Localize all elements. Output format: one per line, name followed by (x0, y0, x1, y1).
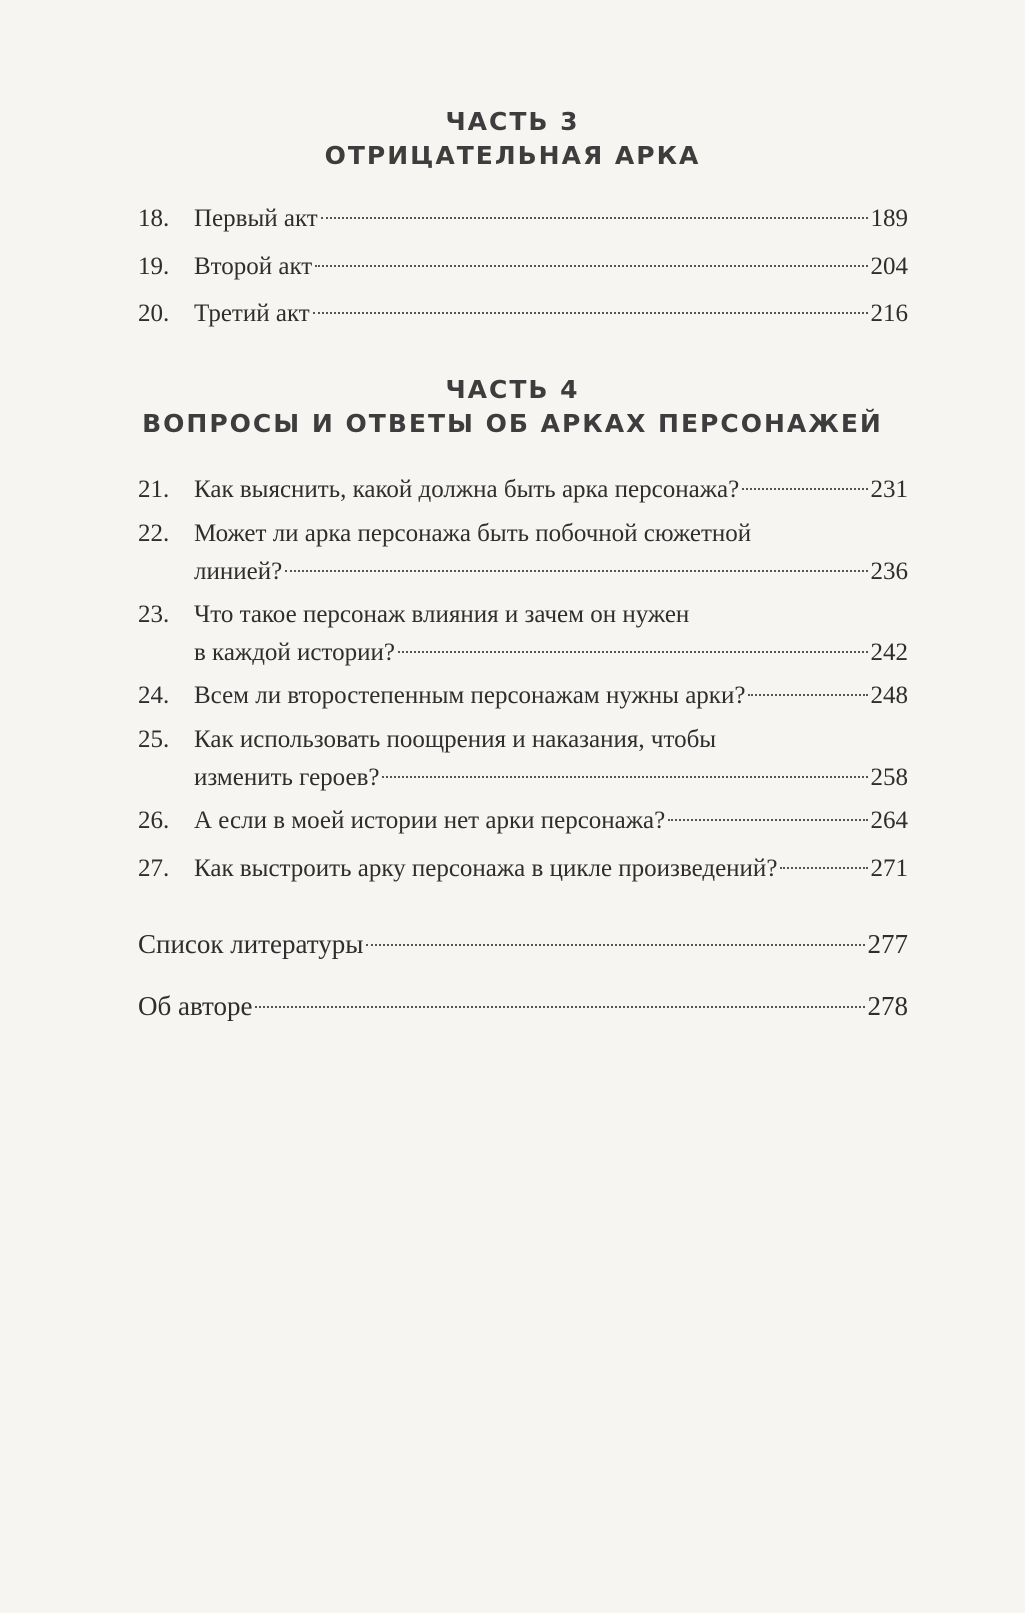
entry-title: Третий акт (194, 300, 310, 327)
entry-title: Что такое персонаж влияния и зачем он нужен (194, 601, 690, 628)
entry-title: Первый акт (194, 205, 318, 232)
dot-leader (321, 217, 868, 219)
toc-entry[interactable] (138, 295, 908, 333)
dot-leader (668, 819, 867, 821)
entry-number: 24. (138, 682, 170, 709)
part-3-heading (0, 105, 1025, 173)
entry-title: Об авторе (138, 991, 253, 1021)
entry-title: Список литературы (138, 929, 364, 959)
toc-entry[interactable] (138, 721, 908, 797)
entry-page: 271 (870, 855, 908, 882)
entry-page: 278 (867, 991, 908, 1021)
dot-leader (315, 265, 867, 267)
toc-entry-bibliography[interactable] (138, 925, 908, 963)
toc-entry[interactable] (138, 596, 908, 672)
entry-number: 19. (138, 253, 170, 280)
entry-number: 27. (138, 855, 170, 882)
entry-title: А если в моей истории нет арки персонажа? (194, 807, 666, 834)
part-4-heading (0, 373, 1025, 441)
entry-title: Как выстроить арку персонажа в цикле произведений? (194, 855, 778, 882)
entry-page: 248 (870, 682, 908, 709)
dot-leader (398, 651, 868, 653)
entry-title: Как использовать поощрения и наказания, чтобы (194, 726, 717, 753)
part-4-label: ЧАСТЬ 4 (445, 375, 580, 404)
part-3-title: ОТРИЦАТЕЛЬНАЯ АРКА (324, 141, 701, 170)
dot-leader (366, 944, 864, 946)
dot-leader (780, 867, 867, 869)
dot-leader (285, 570, 867, 572)
entry-page: 258 (870, 764, 908, 791)
entry-title-continued: изменить героев? (194, 764, 380, 791)
entry-page: 189 (870, 205, 908, 232)
part-4-title: ВОПРОСЫ И ОТВЕТЫ ОБ АРКАХ ПЕРСОНАЖЕЙ (142, 409, 883, 438)
entry-number: 22. (138, 520, 170, 547)
entry-page: 277 (867, 929, 908, 959)
part-3-label: ЧАСТЬ 3 (445, 107, 580, 136)
entry-page: 264 (870, 807, 908, 834)
entry-page: 236 (870, 558, 908, 585)
toc-entry-about-author[interactable] (138, 987, 908, 1025)
entry-title: Второй акт (194, 253, 313, 280)
dot-leader (382, 776, 867, 778)
toc-entry[interactable] (138, 802, 908, 840)
entry-number: 18. (138, 205, 170, 232)
entry-page: 216 (870, 300, 908, 327)
toc-entry[interactable] (138, 200, 908, 238)
toc-entry[interactable] (138, 471, 908, 509)
dot-leader (313, 312, 868, 314)
entry-number: 23. (138, 601, 170, 628)
entry-page: 204 (870, 253, 908, 280)
entry-page: 242 (870, 639, 908, 666)
entry-number: 21. (138, 476, 170, 503)
entry-title: Может ли арка персонажа быть побочной сюжетной (194, 520, 752, 547)
toc-entry[interactable] (138, 515, 908, 591)
toc-entry[interactable] (138, 248, 908, 286)
entry-number: 25. (138, 726, 170, 753)
entry-page: 231 (870, 476, 908, 503)
entry-title: Всем ли второстепенным персонажам нужны арки? (194, 682, 746, 709)
dot-leader (742, 488, 867, 490)
entry-title-continued: в каждой истории? (194, 639, 395, 666)
entry-number: 20. (138, 300, 170, 327)
toc-entry[interactable] (138, 677, 908, 715)
toc-entry[interactable] (138, 850, 908, 888)
entry-title: Как выяснить, какой должна быть арка персонажа? (194, 476, 740, 503)
entry-number: 26. (138, 807, 170, 834)
dot-leader (255, 1006, 864, 1008)
dot-leader (748, 694, 867, 696)
entry-title-continued: линией? (194, 558, 283, 585)
